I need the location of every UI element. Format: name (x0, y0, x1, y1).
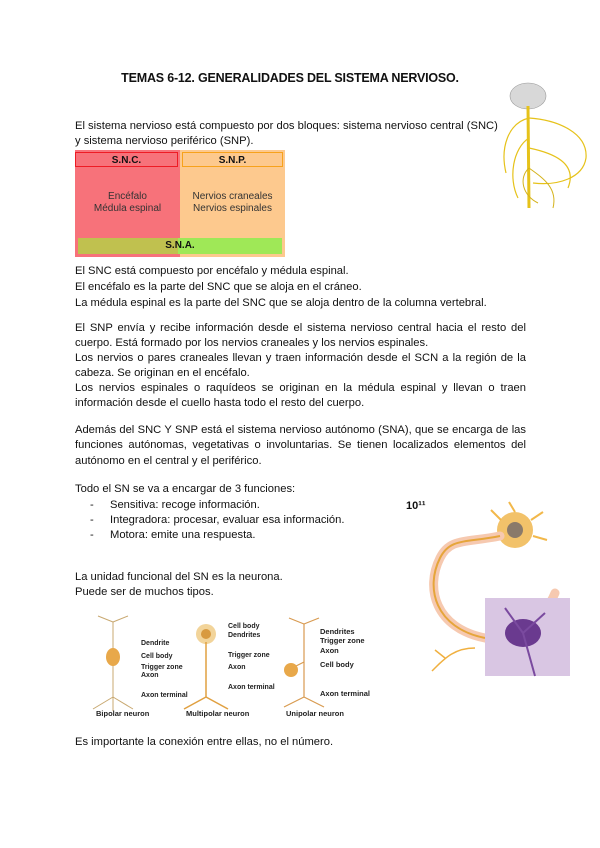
label: Axon terminal (141, 692, 188, 699)
page-title: TEMAS 6-12. GENERALIDADES DEL SISTEMA NERVIOSO. (121, 71, 459, 85)
bipolar-neuron (93, 616, 188, 718)
label: Trigger zone (141, 664, 183, 671)
text-line: Puede ser de muchos tipos. (75, 586, 214, 599)
neuron-types-figure (68, 612, 398, 720)
label: Dendrites (320, 627, 355, 636)
intro-paragraph (75, 119, 526, 150)
snp-header: S.N.P. (182, 152, 283, 167)
text-line: La médula espinal es la parte del SNC que se aloja dentro de la columna vertebral. (75, 297, 487, 309)
intro-line: El sistema nervioso está compuesto por dos bloques: sistema nervioso central (SNC) (75, 120, 498, 132)
snc-item: Médula espinal (93, 203, 162, 214)
label: Trigger zone (228, 652, 270, 659)
snc-item: Encéfalo (108, 191, 147, 202)
function-item: - Integradora: procesar, evaluar esa información. (90, 513, 390, 528)
label: Cell body (228, 623, 260, 630)
nervous-system-diagram (75, 150, 285, 257)
label: Axon terminal (320, 689, 371, 698)
neuron-count-label: 10¹¹ (406, 500, 426, 512)
sna-paragraph: Además del SNC Y SNP está el sistema nervioso autónomo (SNA), que se encarga de las funciones autónomas, vegetativas o involuntarias. Se tienen localizados elementos del autónomo en el central y el periférico. (75, 424, 526, 467)
label: Dendrite (141, 640, 170, 647)
intro-line: y sistema nervioso periférico (SNP). (75, 135, 254, 148)
function-item: - Motora: emite una respuesta. (90, 528, 390, 543)
label: Dendrites (228, 632, 261, 639)
label: Cell body (320, 660, 354, 669)
functions-list (90, 498, 390, 543)
label: Axon (141, 672, 159, 679)
text-line: La unidad funcional del SN es la neurona. (75, 571, 283, 583)
label: Axon terminal (228, 684, 275, 691)
closing-line: Es importante la conexión entre ellas, no el número. (75, 736, 334, 748)
label: Axon (228, 664, 246, 671)
caption: Multipolar neuron (186, 709, 250, 718)
sna-bar: S.N.A. (78, 238, 282, 254)
neuron-paragraph (75, 570, 375, 601)
snp-item: Nervios craneales (192, 191, 273, 202)
snp-items (180, 191, 285, 215)
espinales-paragraph: Los nervios espinales o raquídeos se originan en la médula espinal y llevan o traen información desde el cuello hasta todo el resto del cuerpo. (75, 382, 526, 410)
text-line: El encéfalo es la parte del SNC que se aloja en el cráneo. (75, 281, 362, 293)
label: Trigger zone (320, 636, 365, 645)
snc-items (75, 191, 180, 215)
label: Cell body (141, 653, 173, 660)
functions-intro: Todo el SN se va a encargar de 3 funciones: (75, 483, 296, 495)
caption: Unipolar neuron (286, 709, 344, 718)
multipolar-neuron (184, 623, 275, 718)
craneales-paragraph: Los nervios o pares craneales llevan y traen información desde el SCN a la región de la cabeza. Se originan en el encéfalo. (75, 352, 526, 380)
snc-lines (75, 263, 526, 311)
snp-item: Nervios espinales (193, 203, 272, 214)
snp-paragraph: El SNP envía y recibe información desde el sistema nervioso central hacia el resto del cuerpo. Está formado por los nervios craneales y los nervios espinales. (75, 322, 526, 350)
text-line: El SNC está compuesto por encéfalo y médula espinal. (75, 265, 349, 277)
caption: Bipolar neuron (96, 709, 150, 718)
unipolar-neuron (284, 618, 370, 718)
neuron-anatomy-illustration (405, 498, 570, 683)
label: Axon (320, 646, 339, 655)
function-item: - Sensitiva: recoge información. (90, 498, 390, 513)
snc-header: S.N.C. (75, 152, 178, 167)
